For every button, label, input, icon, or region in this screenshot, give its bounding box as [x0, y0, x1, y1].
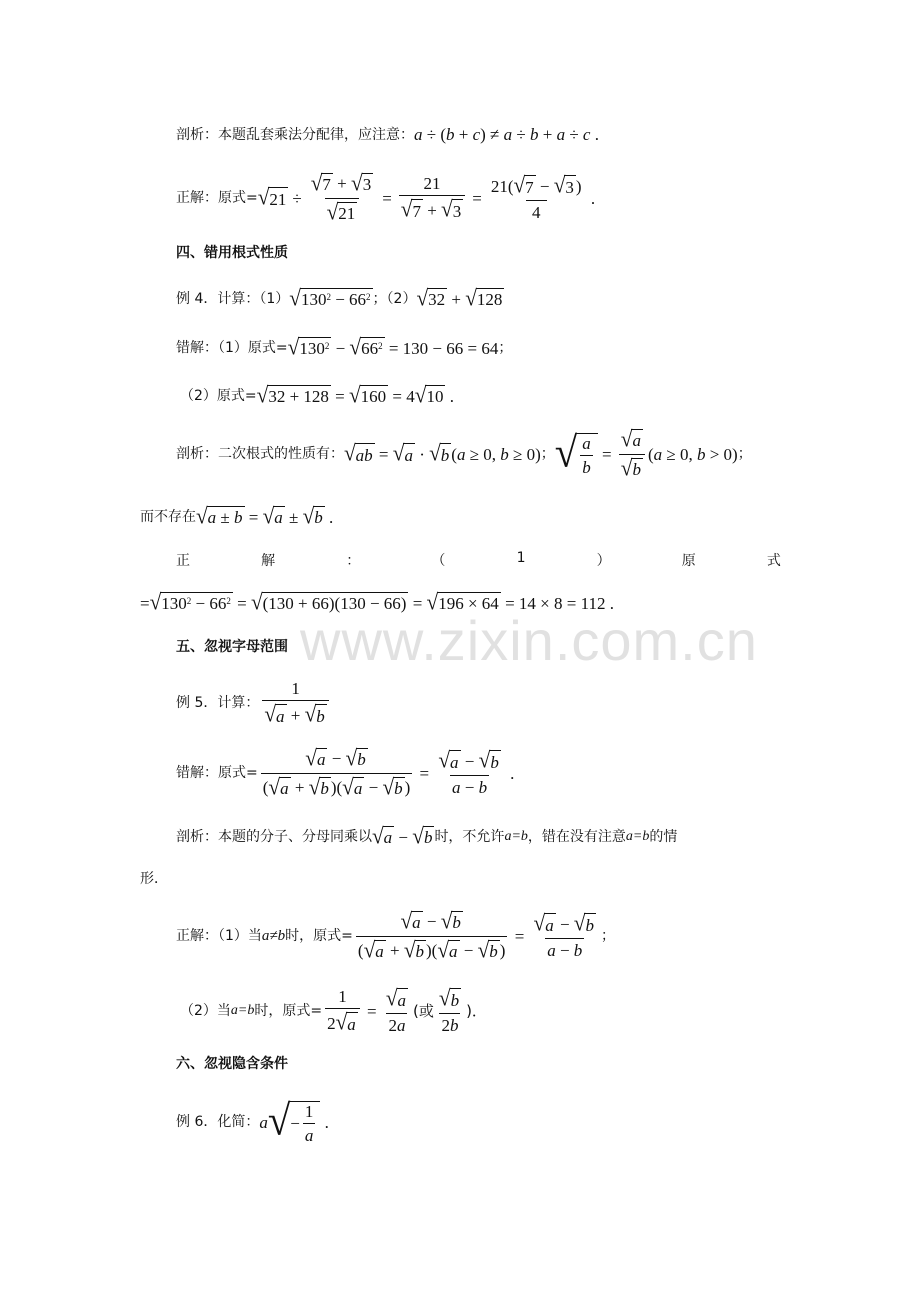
example-5-label: 例 5．计算： [176, 695, 260, 711]
correct-solution-5-mid: 时，原式= [285, 928, 353, 944]
formula-wrong-5: √ a − √ b ( √ a + √ b )( √ a − √ b ) = √ a − √ b a − b . [262, 745, 515, 800]
example-6-label: 例 6．化简： [176, 1114, 260, 1130]
solution-3-label: 正解：原式= [176, 190, 258, 206]
analysis-5-label: 剖析：本题的分子、分母同乘以 [176, 828, 372, 845]
wrong-solution-5 [176, 746, 514, 800]
formula-ex4-1: √ 130 2 − 66 2 [289, 285, 371, 311]
analysis-3-label: 剖析：本题乱套乘法分配律，应注意： [176, 126, 414, 143]
condition-a-not-b [262, 929, 285, 944]
watermark: www.zixin.com.cn [300, 609, 758, 672]
analysis-4-end: ； [737, 446, 752, 462]
formula-ex6: a √ − 1 a . [259, 1096, 329, 1145]
analysis-4b-label: 而不存在 [140, 508, 196, 525]
solution-3 [176, 170, 595, 226]
analysis-4-label: 剖析：二次根式的性质有： [176, 446, 344, 462]
spread-char: ： [346, 553, 361, 569]
analysis-4 [176, 428, 752, 480]
spread-char: ） [596, 553, 611, 569]
analysis-5-end: 的情 [649, 828, 678, 845]
cond-text: a=b [625, 828, 650, 844]
correct-solution-4 [140, 589, 614, 615]
wrong-solution-4-end: ； [498, 339, 513, 356]
condition-a-equals-b-2 [626, 830, 649, 844]
close-paren: )． [466, 1001, 487, 1020]
formula-solution-3: √ 21 ÷ √ 7 + √ 3 √ 21 = 21 √ 7 + √ 3 = 21( √ 7 − √ 3 ) 4 . [257, 170, 596, 225]
example-6 [176, 1098, 329, 1146]
correct-solution-5b-mid: 时，原式= [254, 1003, 323, 1019]
heading-section-6: 六、忽视隐含条件 [176, 1056, 288, 1072]
formula-no-sum-rule: √ a ± b = √ a ± √ b . [196, 503, 334, 529]
formula-correct-4: = √ 130 2 − 66 2 = √ (130 + 66)(130 − 66) = √ 196 × 64 = 14 × 8 = 112 . [140, 589, 614, 615]
spread-char: 式 [766, 553, 781, 569]
spread-char: 正 [176, 553, 190, 569]
condition-a-equals-b [504, 830, 527, 844]
analysis-4-sep: ； [540, 446, 555, 462]
formula-ex5: 1 √ a + √ b [259, 680, 331, 725]
heading-section-4: 四、错用根式性质 [176, 245, 288, 261]
or-text: (或 [413, 1001, 434, 1020]
correct-solution-5b [180, 986, 487, 1036]
formula-correct-5-1: √ a − √ b ( √ a + √ b )( √ a − √ b ) = √ a − √ b a − b [357, 908, 594, 963]
condition-a-equals-b-3 [231, 1004, 254, 1018]
wrong-solution-5-label: 错解：原式= [176, 765, 258, 781]
cond-text: a=b [230, 1003, 255, 1018]
analysis-5-mid: 时，不允许 [434, 828, 505, 845]
example-4-sep: ；（2） [372, 290, 417, 307]
spread-char: （ [431, 553, 446, 569]
formula-ex4-2: √ 32 + √ 128 [416, 285, 503, 311]
analysis-5 [176, 823, 678, 849]
wrong-solution-4-label: 错解：（1）原式= [176, 339, 288, 356]
spread-char: 解 [261, 553, 276, 569]
wrong-solution-4 [176, 334, 513, 360]
formula-wrong-4-2: √ 32 + 128 = √ 160 = 4 √ 10 . [256, 382, 454, 408]
correct-solution-5-label: 正解：（1）当 [176, 928, 262, 944]
wrong-solution-4b [180, 382, 454, 408]
cond-text: a≠b [261, 927, 286, 944]
correct-solution-5-end: ； [600, 928, 615, 944]
formula-distributive: a ÷ (b + c) ≠ a ÷ b + a ÷ c . [414, 125, 599, 144]
formula-analysis-5: √ a − √ b [372, 823, 433, 849]
analysis-4b [140, 503, 334, 529]
analysis-5-line2: 形． [140, 871, 168, 887]
example-4-label: 例 4．计算：（1） [176, 290, 290, 307]
correct-solution-5b-label: （2）当 [180, 1003, 231, 1019]
example-4 [176, 285, 504, 311]
correct-solution-4-heading [176, 550, 781, 570]
correct-solution-5 [176, 908, 615, 964]
wrong-solution-4b-label: （2）原式= [180, 387, 257, 404]
cond-text: a=b [504, 828, 528, 844]
heading-section-5: 五、忽视字母范围 [176, 639, 288, 655]
spread-char: 原 [681, 553, 696, 569]
analysis-3 [176, 126, 599, 143]
spread-char: 1 [516, 550, 526, 566]
example-5 [176, 678, 332, 728]
formula-product-rule: √ ab = √ a · √ b ( a ≥ 0, b ≥ 0) [344, 440, 541, 466]
formula-correct-5-2: 1 2 √ a = √ a 2 a (或 √ b 2 b )． [327, 985, 487, 1035]
formula-quotient-rule: √ a b = √ a √ b ( a ≥ 0, b > 0) [554, 426, 738, 481]
analysis-5-mid2: ，错在没有注意 [527, 828, 626, 845]
formula-wrong-4-1: √ 130 2 − √ 66 2 = 130 − 66 = 64 [287, 334, 499, 360]
